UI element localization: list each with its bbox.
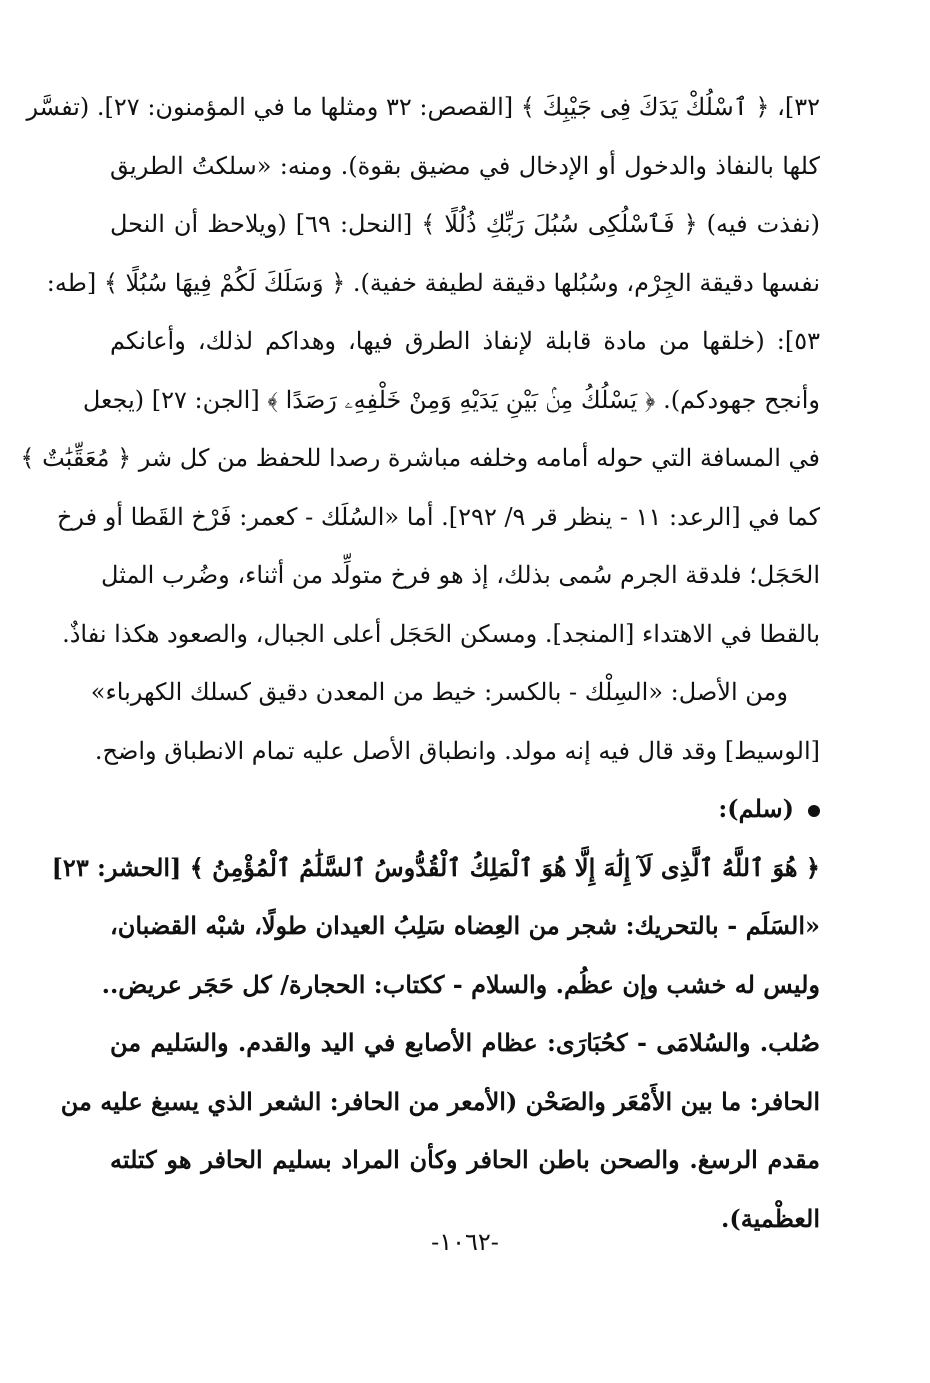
text-line: في المسافة التي حوله أمامه وخلفه مباشرة رصدا للحفظ من كل شر ﴿ مُعَقِّبَٰتٌ ﴾: [20, 444, 820, 472]
text-line: ومن الأصل: «السِلْك - بالكسر: خيط من المعدن دقيق كسلك الكهرباء»: [90, 678, 788, 706]
text-line: كلها بالنفاذ والدخول أو الإدخال في مضيق بقوة). ومنه: «سلكتُ الطريق: [110, 151, 820, 180]
text-line: العظْمية).: [721, 1203, 820, 1233]
text-line: (نفذت فيه) ﴿ فَٱسْلُكِى سُبُلَ رَبِّكِ ذُلُلًا ﴾ [النحل: ٦٩] (ويلاحظ أن النحل: [110, 210, 820, 238]
bullet-icon: [808, 805, 820, 817]
section-heading: [110, 780, 820, 839]
section-heading-text: (سلم):: [718, 794, 794, 823]
text-line: وليس له خشب وإن عظُم. والسلام - ككتاب: الحجارة/ كل حَجَر عريض..: [101, 969, 820, 999]
page-number: -١٠٦٢-: [431, 1228, 499, 1256]
text-line: نفسها دقيقة الجِرْم، وسُبُلها دقيقة لطيفة خفية). ﴿ وَسَلَكَ لَكُمْ فِيهَا سُبُلًا ﴾ [طه:: [46, 268, 820, 297]
text-line: [الوسيط] وقد قال فيه إنه مولد. وانطباق الأصل عليه تمام الانطباق واضح.: [94, 736, 820, 765]
text-line: كما في [الرعد: ١١ - ينظر قر ٩/ ٢٩٢]. أما «السُلَك - كعمر: فَرْخ القَطا أو فرخ: [56, 502, 820, 531]
text-line: ٣٢]، ﴿ ٱسْلُكْ يَدَكَ فِى جَيْبِكَ ﴾ [القصص: ٣٢ ومثلها ما في المؤمنون: ٢٧]. (تفسَّر: [26, 93, 820, 121]
text-line: الحَجَل؛ فلدقة الجرم سُمى بذلك، إذ هو فرخ متولِّد من أثناء، وضُرب المثل: [101, 561, 820, 589]
quran-verse-line: ﴿ هُوَ ٱللَّهُ ٱلَّذِى لَآ إِلَٰهَ إِلَّا هُوَ ٱلْمَلِكُ ٱلْقُدُّوسُ ٱلسَّلَٰمُ ٱلْمُؤْمِنُ ﴾ [الحشر: ٢٣]: [51, 852, 820, 882]
page-body: [20, 78, 820, 1248]
text-line: بالقطا في الاهتداء [المنجد]. ومسكن الحَجَل أعلى الجبال، والصعود هكذا نفاذٌ.: [62, 619, 820, 648]
text-line: ٥٣]: (خلقها من مادة قابلة لإنفاذ الطرق فيها، وهداكم لذلك، وأعانكم: [110, 327, 820, 355]
text-line: «السَلَم - بالتحريك: شجر من العِضاه سَلِبُ العيدان طولًا، شبْه القضبان،: [110, 911, 820, 940]
text-line: صُلب. والسُلامَى - كحُبَارَى: عظام الأصابع في اليد والقدم. والسَليم من: [110, 1028, 820, 1057]
text-line: مقدم الرسغ. والصحن باطن الحافر وكأن المراد بسليم الحافر هو كتلته: [110, 1145, 820, 1174]
text-line: وأنجح جهودكم). ﴿ يَسْلُكُ مِنۢ بَيْنِ يَدَيْهِ وَمِنْ خَلْفِهِۦ رَصَدًا ﴾ [الجن: ٢٧] (يجعل: [82, 385, 820, 414]
text-line: الحافر: ما بين الأَمْعَر والصَحْن (الأمعر من الحافر: الشعر الذي يسبغ عليه من: [60, 1086, 820, 1116]
